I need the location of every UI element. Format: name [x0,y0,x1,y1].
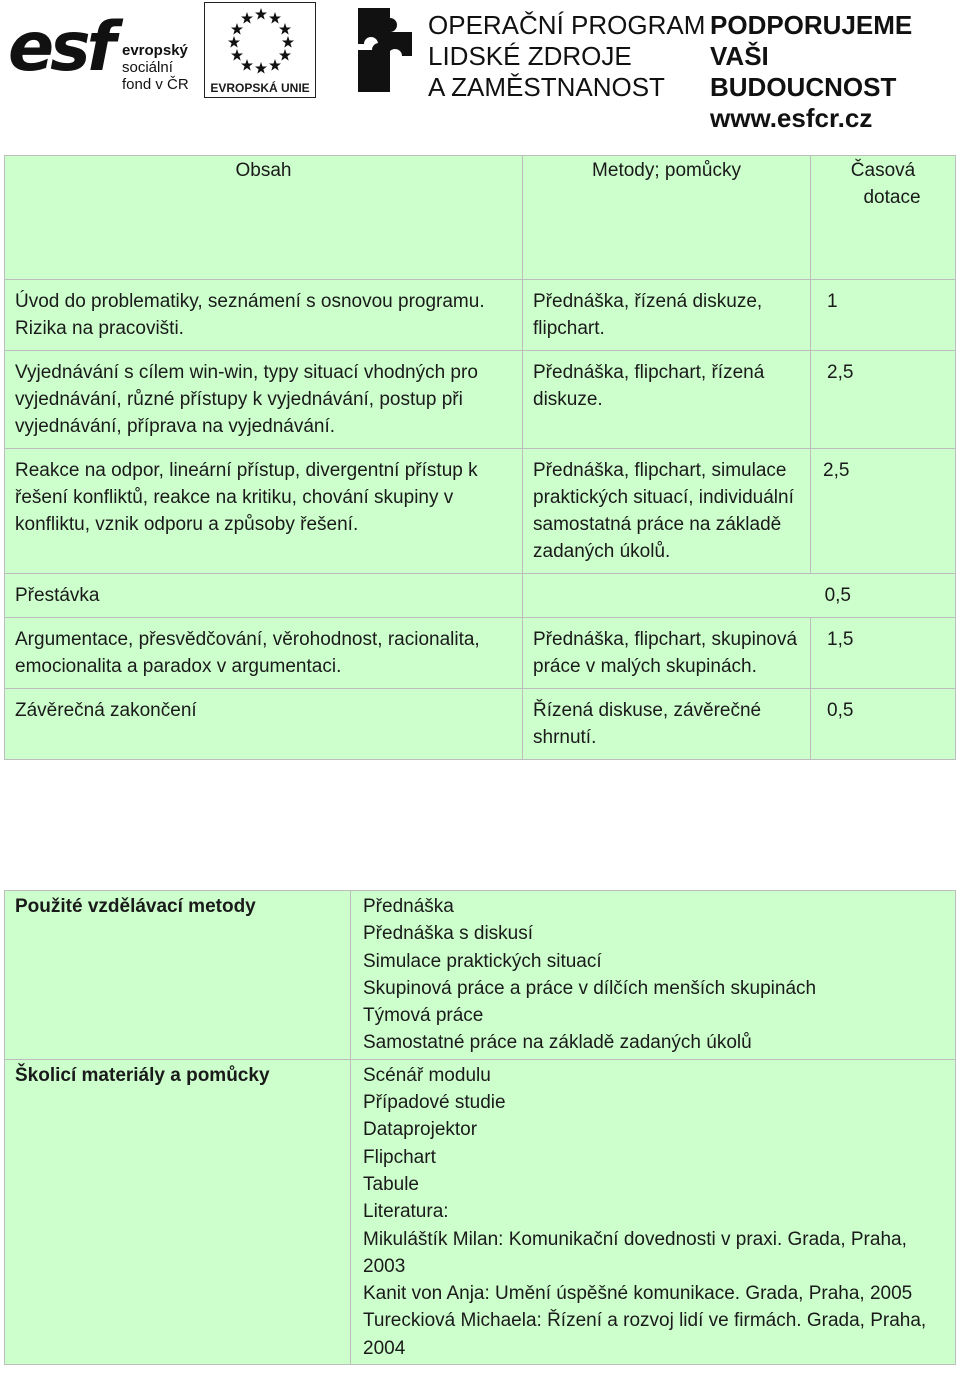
header-content-label: Obsah [235,160,292,181]
list-item: Tabule [363,1173,419,1195]
list-item: Scénář modulu [363,1064,491,1086]
list-item: Týmová práce [363,1005,484,1027]
support-line-1: PODPORUJEME [710,10,913,40]
row-time: 0,5 [523,574,956,618]
row-time: 0,5 [811,689,956,760]
row-methods: Přednáška, flipchart, simulace praktických situací, individuální samostatná práce na základě zadaných úkolů. [523,449,811,574]
list-item: Samostatné práce na základě zadaných úkolů [363,1032,752,1054]
table-row [5,618,956,689]
header-content [5,156,523,280]
list-item: Přednáška s diskusí [363,923,534,945]
row-time: 1,5 [811,618,956,689]
table-row [5,449,956,574]
row-content: Úvod do problematiky, seznámení s osnovou programu. Rizika na pracovišti. [5,280,523,351]
eu-stars-icon [217,5,305,75]
eu-logo [204,2,316,98]
table-row [5,689,956,760]
list-item: Skupinová práce a práce v dílčích menších skupinách [363,977,817,999]
header-methods-label: Metody; pomůcky [592,160,741,181]
table-row-break [5,574,956,618]
methods-list [351,891,956,1060]
row-content: Argumentace, přesvědčování, věrohodnost, racionalita, emocionalita a paradox v argumentaci. [5,618,523,689]
list-item: Flipchart [363,1146,436,1168]
op-line-2: LIDSKÉ ZDROJE [428,41,632,71]
list-item: Literatura: [363,1201,449,1223]
row-time: 2,5 [811,351,956,449]
esf-logo-text [122,42,189,93]
methods-table [4,890,956,1365]
support-slogan [710,10,960,134]
op-puzzle-icon [350,4,420,96]
table-row [5,280,956,351]
esf-line-2: sociální [122,59,173,76]
row-methods: Přednáška, řízená diskuze, flipchart. [523,280,811,351]
materials-row [5,1059,956,1364]
list-item: Simulace praktických situací [363,950,602,972]
row-methods: Přednáška, flipchart, skupinová práce v malých skupinách. [523,618,811,689]
support-url: www.esfcr.cz [710,103,873,133]
esf-line-3: fond v ČR [122,76,189,93]
logo-header [0,0,960,133]
list-item: Tureckiová Michaela: Řízení a rozvoj lidí ve firmách. Grada, Praha, 2004 [363,1310,927,1359]
list-item: Dataprojektor [363,1119,478,1141]
row-time: 2,5 [811,449,956,574]
esf-logo-mark: esf [8,8,113,87]
methods-label: Použité vzdělávací metody [5,891,351,1060]
list-item: Kanit von Anja: Umění úspěšné komunikace. Grada, Praha, 2005 [363,1283,913,1305]
row-content: Reakce na odpor, lineární přístup, divergentní přístup k řešení konfliktů, reakce na kritiku, chování skupiny v konfliktu, vznik odporu a způsoby řešení. [5,449,523,574]
schedule-table [4,155,956,760]
row-methods: Řízená diskuse, závěrečné shrnutí. [523,689,811,760]
row-time: 1 [811,280,956,351]
list-item: Mikuláštík Milan: Komunikační dovednosti v praxi. Grada, Praha, 2003 [363,1228,907,1277]
schedule-header-row [5,156,956,280]
row-content: Závěrečná zakončení [5,689,523,760]
esf-line-1: evropský [122,42,188,59]
list-item: Případové studie [363,1092,506,1114]
header-time [811,156,956,280]
table-row [5,351,956,449]
materials-list [351,1059,956,1364]
row-content: Přestávka [5,574,523,618]
materials-label: Školicí materiály a pomůcky [5,1059,351,1364]
op-line-3: A ZAMĚSTNANOST [428,72,665,102]
header-time-line1: Časová [850,160,916,181]
support-line-2: VAŠI BUDOUCNOST [710,41,897,102]
op-program-title [428,10,705,103]
header-time-line2: dotace [863,187,921,208]
methods-row [5,891,956,1060]
header-methods [523,156,811,280]
esf-logo [8,4,198,96]
row-content: Vyjednávání s cílem win-win, typy situací vhodných pro vyjednávání, různé přístupy k vyjednávání, postup při vyjednávání, příprava na vyjednávání. [5,351,523,449]
row-methods: Přednáška, flipchart, řízená diskuze. [523,351,811,449]
eu-caption: EVROPSKÁ UNIE [210,81,310,95]
op-line-1: OPERAČNÍ PROGRAM [428,10,706,40]
list-item: Přednáška [363,896,454,917]
